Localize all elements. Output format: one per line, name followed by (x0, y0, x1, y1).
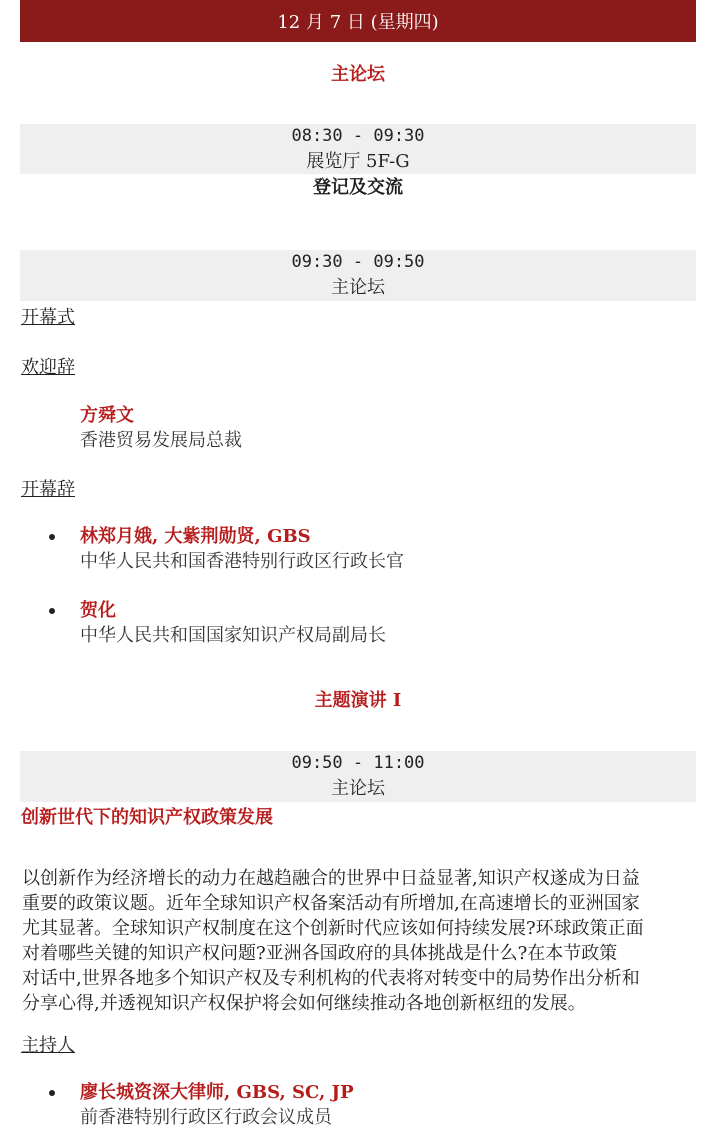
time-slot-venue: 主论坛 (331, 277, 385, 298)
description-line: 重要的政策议题。近年全球知识产权备案活动有所增加,在高速增长的亚洲国家 (22, 893, 640, 914)
description-line: 分享心得,并透视知识产权保护将会如何继续推动各地创新枢纽的发展。 (22, 993, 586, 1014)
time-slot-box (20, 250, 696, 301)
speaker-title: 香港贸易发展局总裁 (80, 430, 242, 451)
heading-moderator: 主持人 (21, 1035, 75, 1056)
speaker-title: 中华人民共和国国家知识产权局副局长 (80, 625, 386, 646)
section-title-main-forum: 主论坛 (331, 64, 385, 85)
description-line: 尤其显著。全球知识产权制度在这个创新时代应该如何持续发展?环球政策正面 (22, 918, 644, 939)
speaker-title: 中华人民共和国香港特别行政区行政长官 (80, 551, 404, 572)
time-slot-time: 09:30 - 09:50 (291, 252, 425, 272)
moderator-name: 廖长城资深大律师, GBS, SC, JP (80, 1082, 354, 1103)
time-slot-venue: 展览厅 5F-G (306, 151, 410, 172)
time-slot-time: 09:50 - 11:00 (291, 753, 425, 773)
session-title: 创新世代下的知识产权政策发展 (21, 807, 273, 828)
heading-welcome-speech: 欢迎辞 (21, 357, 75, 378)
time-slot-time: 08:30 - 09:30 (291, 126, 425, 146)
section-title-keynote: 主题演讲 I (314, 690, 402, 711)
moderator-title: 前香港特别行政区行政会议成员 (80, 1107, 332, 1128)
speaker-name: 方舜文 (80, 405, 134, 426)
description-line: 对话中,世界各地多个知识产权及专利机构的代表将对转变中的局势作出分析和 (22, 968, 640, 989)
bullet-icon (49, 608, 55, 614)
date-header-text: 12 月 7 日 (星期四) (277, 12, 439, 33)
speaker-name: 贺化 (80, 600, 116, 621)
time-slot-venue: 主论坛 (331, 778, 385, 799)
time-slot-box (20, 124, 696, 174)
bullet-icon (49, 1090, 55, 1096)
time-slot-box (20, 751, 696, 802)
bullet-icon (49, 534, 55, 540)
description-line: 对着哪些关键的知识产权问题?亚洲各国政府的具体挑战是什么?在本节政策 (22, 943, 618, 964)
description-line: 以创新作为经济增长的动力在越趋融合的世界中日益显著,知识产权遂成为日益 (22, 868, 640, 889)
heading-opening-ceremony: 开幕式 (21, 307, 75, 328)
date-header-bar (20, 0, 696, 42)
heading-opening-speech: 开幕辞 (21, 479, 75, 500)
speaker-name: 林郑月娥, 大紫荆勋贤, GBS (80, 526, 311, 547)
session-description (22, 866, 698, 1016)
activity-registration: 登记及交流 (313, 177, 403, 198)
